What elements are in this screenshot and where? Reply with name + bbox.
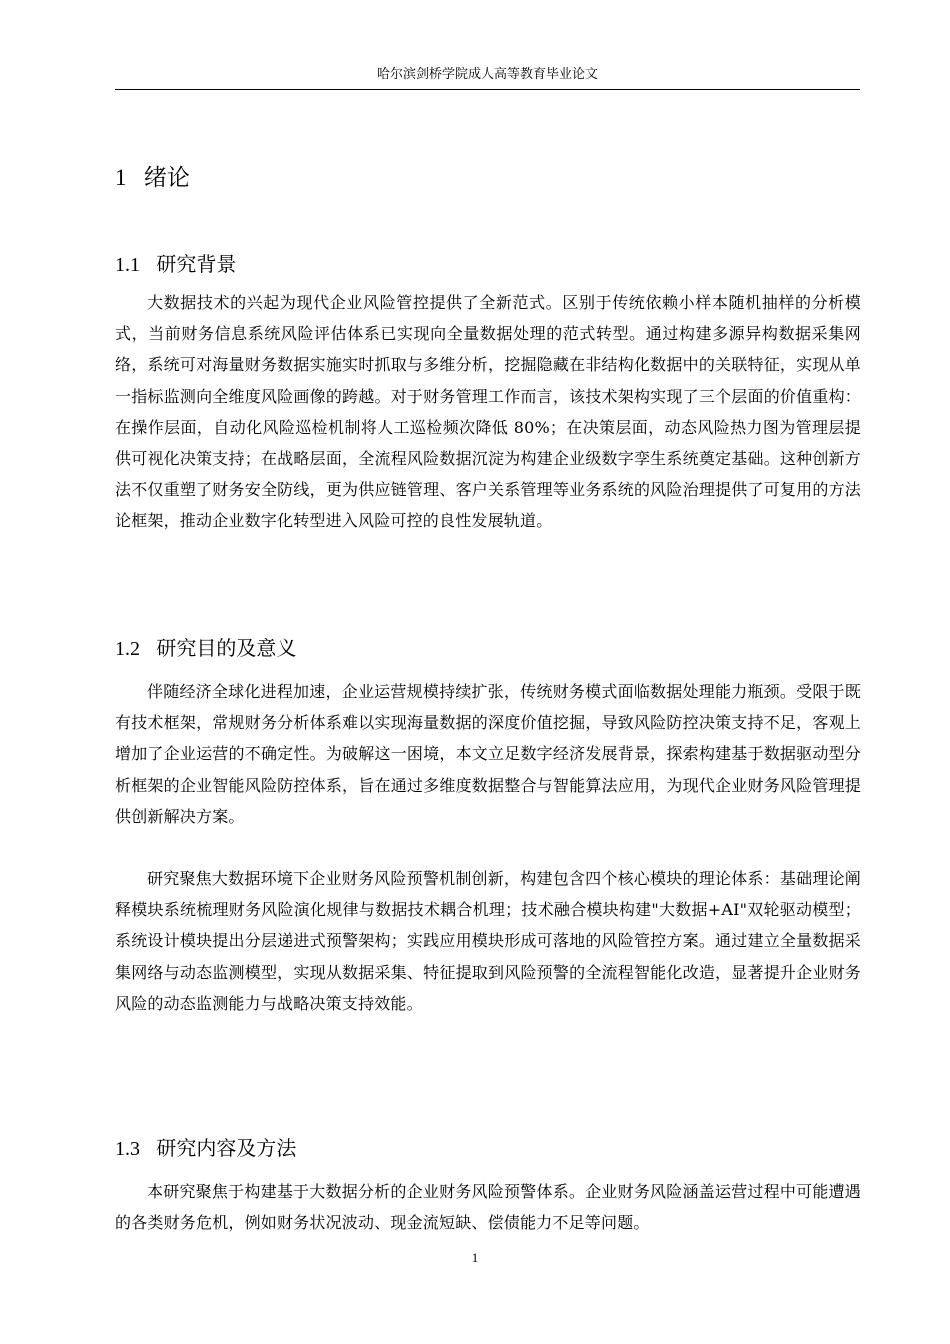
section-heading-1-2 bbox=[115, 634, 296, 663]
paragraph-significance: 研究聚焦大数据环境下企业财务风险预警机制创新，构建包含四个核心模块的理论体系：基础理论阐释模块系统梳理财务风险演化规律与数据技术耦合机理；技术融合模块构建"大数据+AI"双轮驱动模型；系统设计模块提出分层递进式预警架构；实践应用模块形成可落地的风险管控方案。通过建立全量数据采集网络与动态监测模型，实现从数据采集、特征提取到风险预警的全流程智能化改造，显著提升企业财务风险的动态监测能力与战略决策支持效能。 bbox=[115, 869, 861, 1013]
chapter-title: 绪论 bbox=[143, 165, 190, 191]
paragraph-purpose: 伴随经济全球化进程加速，企业运营规模持续扩张，传统财务模式面临数据处理能力瓶颈。受限于既有技术框架，常规财务分析体系难以实现海量数据的深度价值挖掘，导致风险防控决策支持不足，客观上增加了企业运营的不确定性。为破解这一困境，本文立足数字经济发展背景，探索构建基于数据驱动型分析框架的企业智能风险防控体系，旨在通过多维度数据整合与智能算法应用，为现代企业财务风险管理提供创新解决方案。 bbox=[115, 682, 861, 826]
paragraph-content: 本研究聚焦于构建基于大数据分析的企业财务风险预警体系。企业财务风险涵盖运营过程中可能遭遇的各类财务危机，例如财务状况波动、现金流短缺、偿债能力不足等问题。 bbox=[115, 1182, 861, 1233]
paragraph-background: 大数据技术的兴起为现代企业风险管控提供了全新范式。区别于传统依赖小样本随机抽样的分析模式，当前财务信息系统风险评估体系已实现向全量数据处理的范式转型。通过构建多源异构数据采集网络，系统可对海量财务数据实施实时抓取与多维分析，挖掘隐藏在非结构化数据中的关联特征，实现从单一指标监测向全维度风险画像的跨越。对于财务管理工作而言，该技术架构实现了三个层面的价值重构：在操作层面，自动化风险巡检机制将人工巡检频次降低 80%；在决策层面，动态风险热力图为管理层提供可视化决策支持；在战略层面，全流程风险数据沉淀为构建企业级数字孪生系统奠定基础。这种创新方法不仅重塑了财务安全防线，更为供应链管理、客户关系管理等业务系统的风险治理提供了可复用的方法论框架，推动企业数字化转型进入风险可控的良性发展轨道。 bbox=[115, 293, 861, 531]
chapter-number: 1 bbox=[115, 165, 127, 190]
section-title: 研究背景 bbox=[156, 252, 237, 276]
section-heading-1-3 bbox=[115, 1134, 296, 1163]
section-heading-1-1 bbox=[115, 250, 236, 279]
section-title: 研究目的及意义 bbox=[156, 636, 297, 660]
header-rule bbox=[115, 89, 860, 90]
chapter-heading bbox=[115, 162, 190, 194]
section-number: 1.2 bbox=[115, 638, 140, 660]
page-number: 1 bbox=[471, 1250, 479, 1265]
section-number: 1.3 bbox=[115, 1138, 140, 1160]
section-number: 1.1 bbox=[115, 254, 140, 276]
section-title: 研究内容及方法 bbox=[156, 1136, 297, 1160]
running-head: 哈尔滨剑桥学院成人高等教育毕业论文 bbox=[376, 67, 598, 82]
